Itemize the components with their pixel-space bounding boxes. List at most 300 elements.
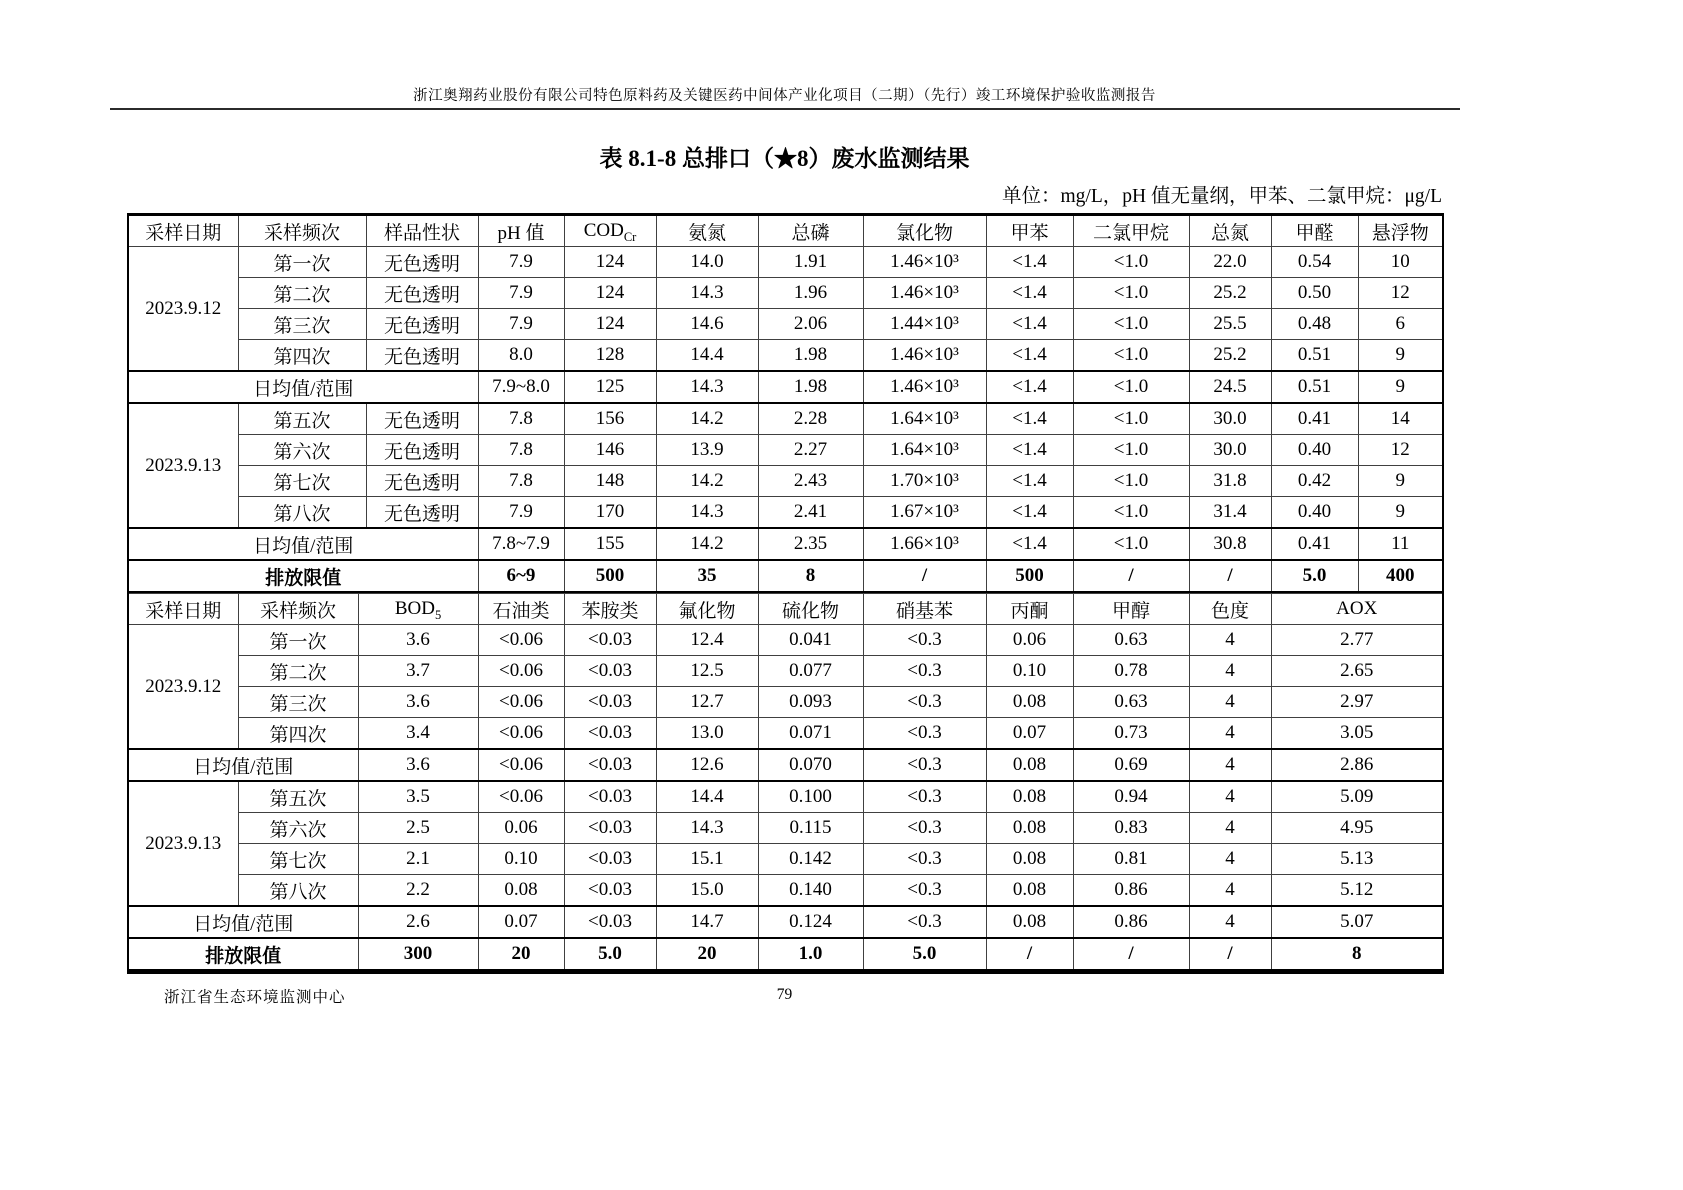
table-cell: 5.0: [1271, 560, 1358, 592]
table-cell: 14.0: [656, 247, 758, 278]
table-row: [128, 466, 1443, 497]
table-cell: 2.28: [758, 403, 863, 435]
report-header-text: 浙江奥翔药业股份有限公司特色原料药及关键医药中间体产业化项目（二期）（先行）竣工环境保护验收监测报告: [413, 88, 1156, 104]
table-cell: 0.071: [758, 718, 863, 750]
table-cell: 2.77: [1271, 625, 1443, 656]
table-cell: 124: [564, 309, 656, 340]
table-cell: 第三次: [238, 309, 366, 340]
table-cell: <0.03: [564, 687, 656, 718]
column-header: 总氮: [1189, 215, 1271, 247]
table-cell: 第六次: [238, 435, 366, 466]
table-cell: 无色透明: [366, 466, 478, 497]
table-cell: <1.0: [1073, 247, 1189, 278]
table-cell: 无色透明: [366, 309, 478, 340]
table-cell: 2.1: [358, 844, 478, 875]
table-cell: 14.3: [656, 278, 758, 309]
table-cell: 第四次: [238, 340, 366, 372]
table-cell: <0.03: [564, 844, 656, 875]
table-cell: 14.3: [656, 371, 758, 403]
table-cell: 2.97: [1271, 687, 1443, 718]
table-cell: 4: [1189, 906, 1271, 938]
table-cell: 1.98: [758, 371, 863, 403]
table-cell: 156: [564, 403, 656, 435]
table-cell: 6~9: [478, 560, 564, 592]
table-cell: <1.4: [986, 528, 1073, 560]
table-cell: 无色透明: [366, 435, 478, 466]
table-cell: <1.4: [986, 371, 1073, 403]
table-cell: 3.6: [358, 749, 478, 781]
table-cell: 0.69: [1073, 749, 1189, 781]
column-header: 丙酮: [986, 594, 1073, 625]
table-cell: 7.9: [478, 309, 564, 340]
table-cell: 30.8: [1189, 528, 1271, 560]
table-cell: 7.8~7.9: [478, 528, 564, 560]
table-cell: <1.0: [1073, 278, 1189, 309]
table-cell: 9: [1358, 466, 1443, 497]
table-cell: 无色透明: [366, 497, 478, 529]
table-cell: /: [1073, 560, 1189, 592]
table-cell: 2023.9.12: [128, 247, 238, 372]
table-cell: 0.83: [1073, 813, 1189, 844]
table-cell: 25.5: [1189, 309, 1271, 340]
table-cell: 0.48: [1271, 309, 1358, 340]
table-cell: 0.10: [478, 844, 564, 875]
table-cell: 1.46×10³: [863, 371, 986, 403]
table-cell: <0.3: [863, 813, 986, 844]
table-cell: 124: [564, 278, 656, 309]
table-cell: <0.3: [863, 718, 986, 750]
table-cell: 400: [1358, 560, 1443, 592]
table-cell: /: [986, 938, 1073, 972]
column-header: 氯化物: [863, 215, 986, 247]
table-row: [128, 278, 1443, 309]
table-cell: 0.142: [758, 844, 863, 875]
table-cell: 3.6: [358, 625, 478, 656]
table-cell: 12.6: [656, 749, 758, 781]
table-cell: <0.3: [863, 687, 986, 718]
column-header: 硝基苯: [863, 594, 986, 625]
table-cell: 2023.9.12: [128, 625, 238, 750]
column-header: 二氯甲烷: [1073, 215, 1189, 247]
table-cell: /: [1189, 560, 1271, 592]
column-header: $BOD_5$: [358, 594, 478, 625]
column-header: 采样日期: [128, 594, 238, 625]
table-cell: 第二次: [238, 278, 366, 309]
table-cell: 7.8: [478, 403, 564, 435]
table-cell: 146: [564, 435, 656, 466]
table-cell: 1.66×10³: [863, 528, 986, 560]
table-cell: 300: [358, 938, 478, 972]
table-cell: <0.03: [564, 875, 656, 907]
table-row: [128, 625, 1443, 656]
table-cell: 500: [986, 560, 1073, 592]
table-cell: 1.70×10³: [863, 466, 986, 497]
table-cell: <0.03: [564, 656, 656, 687]
table-cell: 0.10: [986, 656, 1073, 687]
table-cell: 4: [1189, 749, 1271, 781]
table-cell: <0.3: [863, 875, 986, 907]
table-row: [128, 403, 1443, 435]
table-cell: 0.51: [1271, 371, 1358, 403]
table-cell: 14.7: [656, 906, 758, 938]
table-cell: <1.4: [986, 403, 1073, 435]
table-cell: <0.06: [478, 718, 564, 750]
column-header: pH 值: [478, 215, 564, 247]
table-row: [128, 718, 1443, 750]
table-cell: 4: [1189, 844, 1271, 875]
table-cell: 9: [1358, 497, 1443, 529]
table-cell: <0.03: [564, 781, 656, 813]
table-cell: 31.4: [1189, 497, 1271, 529]
table-cell: 3.7: [358, 656, 478, 687]
column-header: 采样频次: [238, 594, 358, 625]
table-row: [128, 497, 1443, 529]
table-cell: 0.63: [1073, 687, 1189, 718]
table-cell: 155: [564, 528, 656, 560]
table-cell: 14.4: [656, 781, 758, 813]
table-cell: <0.03: [564, 813, 656, 844]
column-header: $COD_{Cr}$: [564, 215, 656, 247]
table-cell: 8.0: [478, 340, 564, 372]
table-cell: 1.91: [758, 247, 863, 278]
table-cell: 0.07: [986, 718, 1073, 750]
table-cell: 第五次: [238, 781, 358, 813]
table-cell: 第七次: [238, 466, 366, 497]
table-cell: 无色透明: [366, 403, 478, 435]
table-cell: 2.2: [358, 875, 478, 907]
table-cell: <1.0: [1073, 309, 1189, 340]
table-row: [128, 371, 1443, 403]
table-cell: 无色透明: [366, 340, 478, 372]
table-cell: 125: [564, 371, 656, 403]
table-cell: 1.96: [758, 278, 863, 309]
table-cell: 7.8: [478, 435, 564, 466]
table-cell: 0.63: [1073, 625, 1189, 656]
table-cell: 14.4: [656, 340, 758, 372]
table-cell: 0.124: [758, 906, 863, 938]
table-row: [128, 749, 1443, 781]
table-cell: 0.06: [478, 813, 564, 844]
table-cell: 12.7: [656, 687, 758, 718]
table-cell: 12: [1358, 435, 1443, 466]
table-cell: 31.8: [1189, 466, 1271, 497]
table-row: [128, 781, 1443, 813]
table-row: [128, 528, 1443, 560]
table-cell: 0.54: [1271, 247, 1358, 278]
table-cell: 4: [1189, 625, 1271, 656]
table-cell: <1.0: [1073, 340, 1189, 372]
table-cell: 1.98: [758, 340, 863, 372]
table-cell: 排放限值: [128, 560, 478, 592]
table-cell: 128: [564, 340, 656, 372]
table-part1-physico-chemical: [127, 213, 1444, 593]
table-cell: <0.06: [478, 749, 564, 781]
table-cell: 12.4: [656, 625, 758, 656]
table-cell: 7.9: [478, 247, 564, 278]
table-cell: /: [1189, 938, 1271, 972]
table-cell: 第五次: [238, 403, 366, 435]
table-cell: 5.12: [1271, 875, 1443, 907]
table-cell: <1.4: [986, 278, 1073, 309]
table-cell: 第八次: [238, 875, 358, 907]
table-cell: 20: [656, 938, 758, 972]
table-cell: <0.06: [478, 625, 564, 656]
table-cell: <1.4: [986, 309, 1073, 340]
table-cell: 无色透明: [366, 247, 478, 278]
table-cell: 4: [1189, 813, 1271, 844]
table-cell: <0.03: [564, 749, 656, 781]
table-cell: 7.9: [478, 497, 564, 529]
table-cell: 0.94: [1073, 781, 1189, 813]
table-row: [128, 340, 1443, 372]
table-cell: <0.06: [478, 781, 564, 813]
table-cell: 0.08: [986, 844, 1073, 875]
table-cell: 15.1: [656, 844, 758, 875]
table-cell: 0.08: [986, 906, 1073, 938]
table-cell: <0.03: [564, 906, 656, 938]
table-row: [128, 938, 1443, 972]
table-title: 表 8.1-8 总排口（★8）废水监测结果: [599, 146, 970, 171]
table-row: [128, 844, 1443, 875]
table-cell: 24.5: [1189, 371, 1271, 403]
table-cell: 0.40: [1271, 497, 1358, 529]
table-cell: 30.0: [1189, 435, 1271, 466]
table-cell: 0.115: [758, 813, 863, 844]
table-row: [128, 215, 1443, 247]
table-cell: 无色透明: [366, 278, 478, 309]
table-cell: <0.3: [863, 906, 986, 938]
table-cell: <1.4: [986, 247, 1073, 278]
column-header: 采样频次: [238, 215, 366, 247]
table-cell: 12.5: [656, 656, 758, 687]
table-cell: 4: [1189, 875, 1271, 907]
table-cell: <1.0: [1073, 466, 1189, 497]
table-cell: <1.4: [986, 340, 1073, 372]
column-header: 甲苯: [986, 215, 1073, 247]
table-cell: 0.86: [1073, 906, 1189, 938]
table-cell: 第一次: [238, 247, 366, 278]
table-cell: 25.2: [1189, 278, 1271, 309]
table-cell: 14.6: [656, 309, 758, 340]
table-cell: 14.2: [656, 528, 758, 560]
column-header: 甲醛: [1271, 215, 1358, 247]
table-cell: 1.46×10³: [863, 247, 986, 278]
table-row: [128, 594, 1443, 625]
table-cell: 0.51: [1271, 340, 1358, 372]
table-row: [128, 687, 1443, 718]
table-cell: 4: [1189, 781, 1271, 813]
table-cell: 3.5: [358, 781, 478, 813]
table-cell: 5.0: [564, 938, 656, 972]
table-cell: 日均值/范围: [128, 528, 478, 560]
table-cell: 5.0: [863, 938, 986, 972]
table-row: [128, 435, 1443, 466]
table-cell: 6: [1358, 309, 1443, 340]
table-cell: <0.3: [863, 625, 986, 656]
table-cell: 2.65: [1271, 656, 1443, 687]
table-cell: 0.81: [1073, 844, 1189, 875]
column-header: 总磷: [758, 215, 863, 247]
table-cell: 1.44×10³: [863, 309, 986, 340]
table-cell: 日均值/范围: [128, 371, 478, 403]
table-cell: 500: [564, 560, 656, 592]
table-cell: 0.077: [758, 656, 863, 687]
table-cell: <0.3: [863, 656, 986, 687]
table-cell: <0.03: [564, 625, 656, 656]
table-cell: 5.09: [1271, 781, 1443, 813]
table-row: [128, 560, 1443, 592]
table-cell: 0.093: [758, 687, 863, 718]
table-cell: 4: [1189, 687, 1271, 718]
table-cell: 7.9: [478, 278, 564, 309]
table-cell: 2023.9.13: [128, 403, 238, 528]
table-cell: 2.27: [758, 435, 863, 466]
table-cell: 9: [1358, 340, 1443, 372]
table-cell: 124: [564, 247, 656, 278]
table-cell: 第一次: [238, 625, 358, 656]
table-cell: 10: [1358, 247, 1443, 278]
table-cell: 3.05: [1271, 718, 1443, 750]
table-cell: 170: [564, 497, 656, 529]
table-cell: 20: [478, 938, 564, 972]
table-cell: <0.03: [564, 718, 656, 750]
table-cell: <1.0: [1073, 497, 1189, 529]
table-row: [128, 813, 1443, 844]
table-cell: 148: [564, 466, 656, 497]
table-cell: <0.3: [863, 844, 986, 875]
table-cell: 11: [1358, 528, 1443, 560]
table-row: [128, 247, 1443, 278]
table-cell: 第四次: [238, 718, 358, 750]
table-cell: 14.3: [656, 813, 758, 844]
column-header: 甲醇: [1073, 594, 1189, 625]
table-cell: <1.4: [986, 497, 1073, 529]
table-cell: 0.78: [1073, 656, 1189, 687]
table-cell: 2.5: [358, 813, 478, 844]
table-cell: 4: [1189, 656, 1271, 687]
table-cell: 14: [1358, 403, 1443, 435]
table-cell: 0.140: [758, 875, 863, 907]
table-cell: 2.43: [758, 466, 863, 497]
table-cell: 2.86: [1271, 749, 1443, 781]
table-cell: 5.07: [1271, 906, 1443, 938]
table-cell: 7.9~8.0: [478, 371, 564, 403]
table-cell: <1.4: [986, 466, 1073, 497]
table-cell: 14.2: [656, 466, 758, 497]
header-divider: [110, 108, 1460, 110]
table-row: [128, 906, 1443, 938]
table-cell: /: [863, 560, 986, 592]
table-cell: <0.06: [478, 656, 564, 687]
unit-note: 单位：mg/L，pH 值无量纲，甲苯、二氯甲烷：μg/L: [1002, 186, 1442, 207]
table-cell: <0.06: [478, 687, 564, 718]
table-cell: 1.67×10³: [863, 497, 986, 529]
table-cell: <1.0: [1073, 371, 1189, 403]
table-cell: 0.50: [1271, 278, 1358, 309]
table-row: [128, 656, 1443, 687]
table-cell: 0.73: [1073, 718, 1189, 750]
column-header: 样品性状: [366, 215, 478, 247]
column-header: 石油类: [478, 594, 564, 625]
table-cell: 0.041: [758, 625, 863, 656]
table-cell: 12: [1358, 278, 1443, 309]
table-cell: 7.8: [478, 466, 564, 497]
table-cell: 第六次: [238, 813, 358, 844]
table-cell: /: [1073, 938, 1189, 972]
column-header: 氟化物: [656, 594, 758, 625]
table-cell: 5.13: [1271, 844, 1443, 875]
table-cell: 4: [1189, 718, 1271, 750]
table-cell: 35: [656, 560, 758, 592]
table-cell: 第二次: [238, 656, 358, 687]
table-cell: 0.86: [1073, 875, 1189, 907]
table-part2-organics: [127, 593, 1444, 974]
table-cell: 0.08: [986, 687, 1073, 718]
footer-organization: 浙江省生态环境监测中心: [164, 989, 346, 1006]
table-cell: 0.08: [986, 813, 1073, 844]
table-row: [128, 309, 1443, 340]
table-cell: 排放限值: [128, 938, 358, 972]
table-cell: 第八次: [238, 497, 366, 529]
table-cell: 1.64×10³: [863, 403, 986, 435]
table-cell: 0.41: [1271, 528, 1358, 560]
table-cell: 14.2: [656, 403, 758, 435]
table-cell: <1.4: [986, 435, 1073, 466]
table-cell: 0.42: [1271, 466, 1358, 497]
table-cell: 0.100: [758, 781, 863, 813]
table-cell: 22.0: [1189, 247, 1271, 278]
table-cell: 日均值/范围: [128, 906, 358, 938]
table-cell: 第七次: [238, 844, 358, 875]
column-header: 悬浮物: [1358, 215, 1443, 247]
column-header: 硫化物: [758, 594, 863, 625]
table-cell: 9: [1358, 371, 1443, 403]
table-row: [128, 875, 1443, 907]
table-cell: 3.6: [358, 687, 478, 718]
table-cell: 0.08: [986, 875, 1073, 907]
table-cell: 25.2: [1189, 340, 1271, 372]
page-number: 79: [776, 986, 793, 1003]
table-cell: 1.46×10³: [863, 278, 986, 309]
table-cell: 0.07: [478, 906, 564, 938]
table-cell: 3.4: [358, 718, 478, 750]
table-cell: 1.64×10³: [863, 435, 986, 466]
table-cell: 2023.9.13: [128, 781, 238, 906]
column-header: 采样日期: [128, 215, 238, 247]
table-cell: 14.3: [656, 497, 758, 529]
column-header: 苯胺类: [564, 594, 656, 625]
table-cell: 1.0: [758, 938, 863, 972]
table-cell: 30.0: [1189, 403, 1271, 435]
monitoring-results-table: [127, 213, 1444, 974]
table-cell: 8: [1271, 938, 1443, 972]
table-cell: 0.08: [986, 781, 1073, 813]
table-cell: 0.08: [986, 749, 1073, 781]
table-cell: 15.0: [656, 875, 758, 907]
table-cell: <1.0: [1073, 435, 1189, 466]
table-cell: 0.40: [1271, 435, 1358, 466]
table-cell: 0.06: [986, 625, 1073, 656]
table-cell: 8: [758, 560, 863, 592]
table-cell: 0.070: [758, 749, 863, 781]
table-cell: <1.0: [1073, 528, 1189, 560]
table-cell: 1.46×10³: [863, 340, 986, 372]
table-cell: 0.08: [478, 875, 564, 907]
table-cell: 13.9: [656, 435, 758, 466]
table-cell: 日均值/范围: [128, 749, 358, 781]
table-cell: <0.3: [863, 781, 986, 813]
table-cell: <1.0: [1073, 403, 1189, 435]
